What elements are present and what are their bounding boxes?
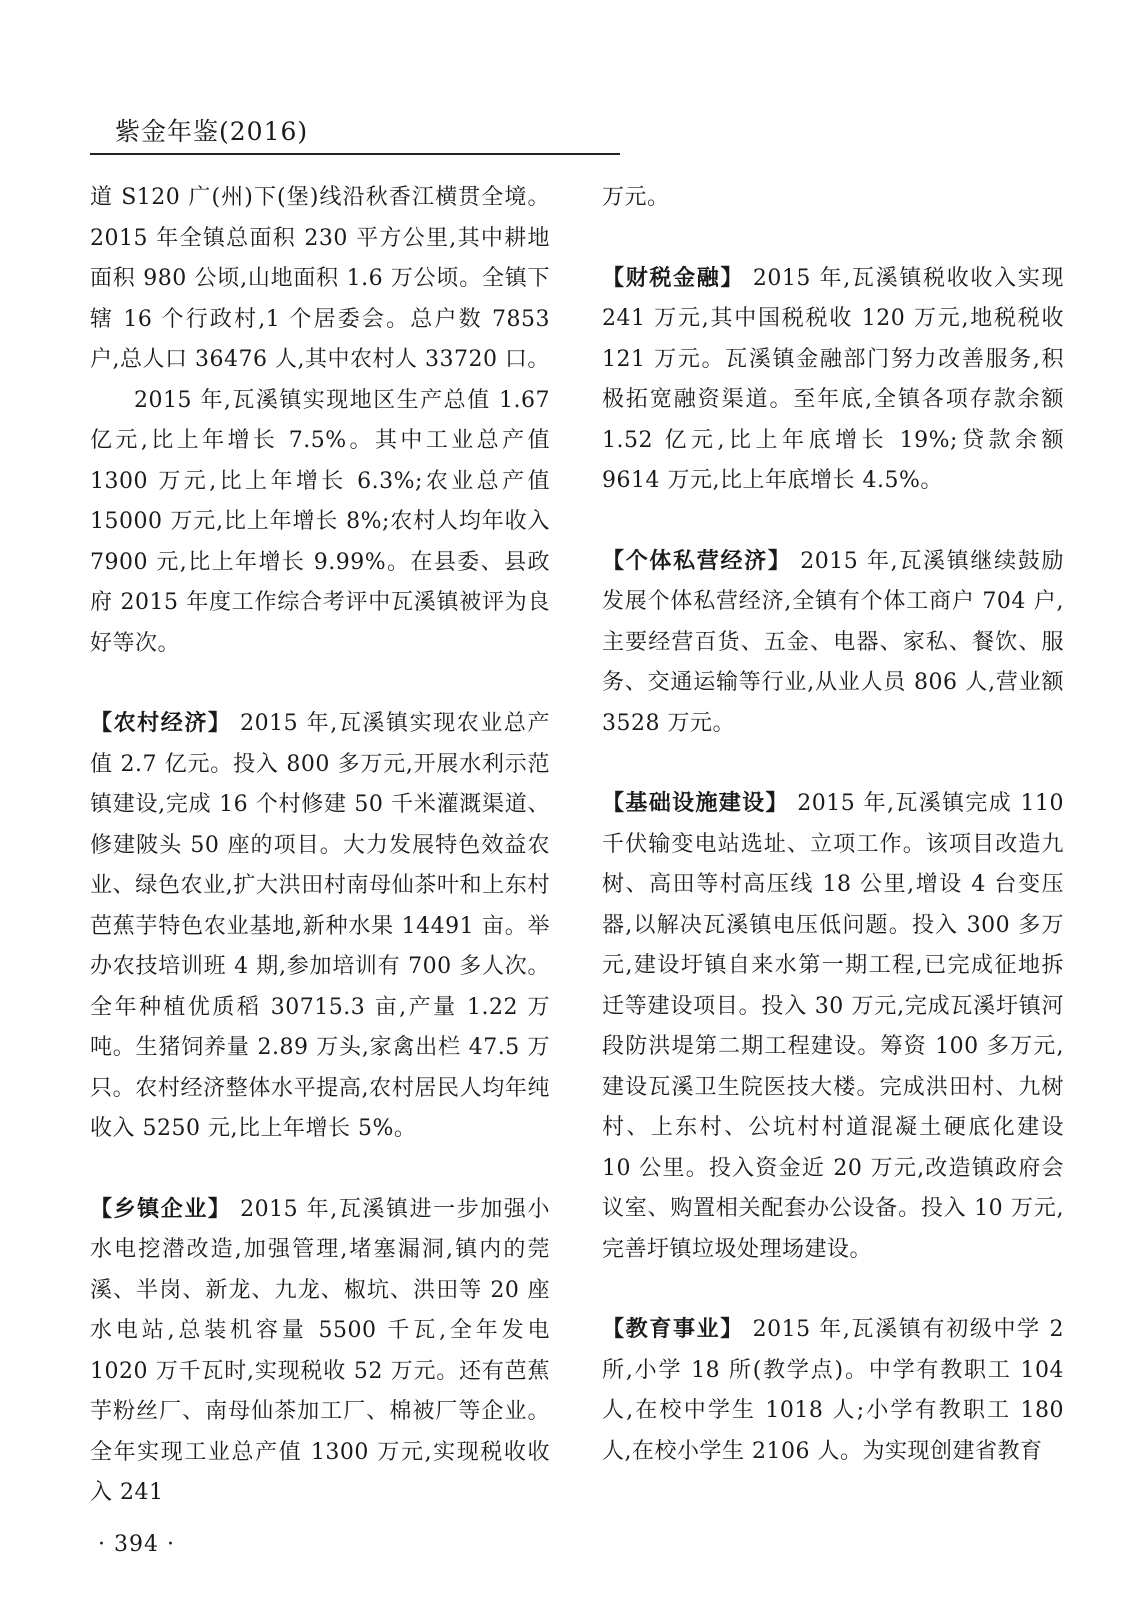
header-rule	[90, 153, 620, 155]
section-infrastructure	[602, 784, 1064, 1270]
section-title-infrastructure: 【基础设施建设】	[602, 791, 789, 816]
section-education	[602, 1310, 1064, 1472]
section-body-infrastructure: 2015 年,瓦溪镇完成 110 千伏输变电站选址、立项工作。该项目改造九树、高田等村高压线 18 公里,增设 4 台变压器,以解决瓦溪镇电压低问题。投入 300 多万元,建设圩镇自来水第一期工程,已完成征地拆迁等建设项目。投入 30 万元,完成瓦溪圩镇河段防洪堤第二期工程建设。筹资 100 多万元,建设瓦溪卫生院医技大楼。完成洪田村、九树村、上东村、公坑村村道混凝土硬底化建设 10 公里。投入资金近 20 万元,改造镇政府会议室、购置相关配套办公设备。投入 10 万元,完善圩镇垃圾处理场建设。	[602, 791, 1064, 1262]
economy-paragraph: 2015 年,瓦溪镇实现地区生产总值 1.67 亿元,比上年增长 7.5%。其中工业总产值 1300 万元,比上年增长 6.3%;农业总产值 15000 万元,比上年增长 8%;农村人均年收入 7900 元,比上年增长 9.99%。在县委、县政府 2015 年度工作综合考评中瓦溪镇被评为良好等次。	[90, 387, 550, 656]
section-body-rural-economy: 2015 年,瓦溪镇实现农业总产值 2.7 亿元。投入 800 多万元,开展水利示范镇建设,完成 16 个村修建 50 千米灌溉渠道、修建陂头 50 座的项目。大力发展特色效益农业、绿色农业,扩大洪田村南母仙茶叶和上东村芭蕉芋特色农业基地,新种水果 14491 亩。举办农技培训班 4 期,参加培训有 700 多人次。全年种植优质稻 30715.3 亩,产量 1.22 万吨。生猪饲养量 2.89 万头,家禽出栏 47.5 万只。农村经济整体水平提高,农村居民人均年纯收入 5250 元,比上年增长 5%。	[90, 711, 550, 1141]
left-column	[90, 178, 550, 1514]
section-body-township-enterprise: 2015 年,瓦溪镇进一步加强小水电挖潜改造,加强管理,堵塞漏洞,镇内的莞溪、半岗、新龙、九龙、椒坑、洪田等 20 座水电站,总装机容量 5500 千瓦,全年发电 1020 万千瓦时,实现税收 52 万元。还有芭蕉芋粉丝厂、南母仙茶加工厂、棉被厂等企业。全年实现工业总产值 1300 万元,实现税收收入 241	[90, 1196, 550, 1505]
section-body-education: 2015 年,瓦溪镇有初级中学 2 所,小学 18 所(教学点)。中学有教职工 104 人,在校中学生 1018 人;小学有教职工 180 人,在校小学生 2106 人。为实现创建省教育	[602, 1317, 1064, 1464]
running-header: 紫金年鉴(2016)	[115, 117, 309, 146]
section-private-economy	[602, 542, 1064, 745]
section-title-education: 【教育事业】	[602, 1317, 744, 1342]
page-number: · 394 ·	[98, 1532, 175, 1557]
enterprise-continuation: 万元。	[602, 185, 670, 210]
section-body-private-economy: 2015 年,瓦溪镇继续鼓励发展个体私营经济,全镇有个体工商户 704 户,主要经营百货、五金、电器、家私、餐饮、服务、交通运输等行业,从业人员 806 人,营业额 3528 万元。	[602, 548, 1064, 736]
section-body-finance: 2015 年,瓦溪镇税收收入实现 241 万元,其中国税税收 120 万元,地税税收 121 万元。瓦溪镇金融部门努力改善服务,积极拓宽融资渠道。至年底,全镇各项存款余额 1.52 亿元,比上年底增长 19%;贷款余额 9614 万元,比上年底增长 4.5%。	[602, 265, 1064, 493]
section-title-private-economy: 【个体私营经济】	[602, 548, 792, 574]
section-finance	[602, 259, 1064, 502]
section-rural-economy	[90, 704, 550, 1150]
section-township-enterprise	[90, 1190, 550, 1514]
section-title-rural-economy: 【农村经济】	[90, 711, 232, 736]
intro-continuation: 道 S120 广(州)下(堡)线沿秋香江横贯全境。2015 年全镇总面积 230 平方公里,其中耕地面积 980 公顷,山地面积 1.6 万公顷。全镇下辖 16 个行政村,1 个居委会。总户数 7853 户,总人口 36476 人,其中农村人 33720 口。	[90, 185, 550, 372]
right-column	[602, 178, 1064, 1472]
section-title-township-enterprise: 【乡镇企业】	[90, 1196, 232, 1222]
section-title-finance: 【财税金融】	[602, 265, 745, 291]
